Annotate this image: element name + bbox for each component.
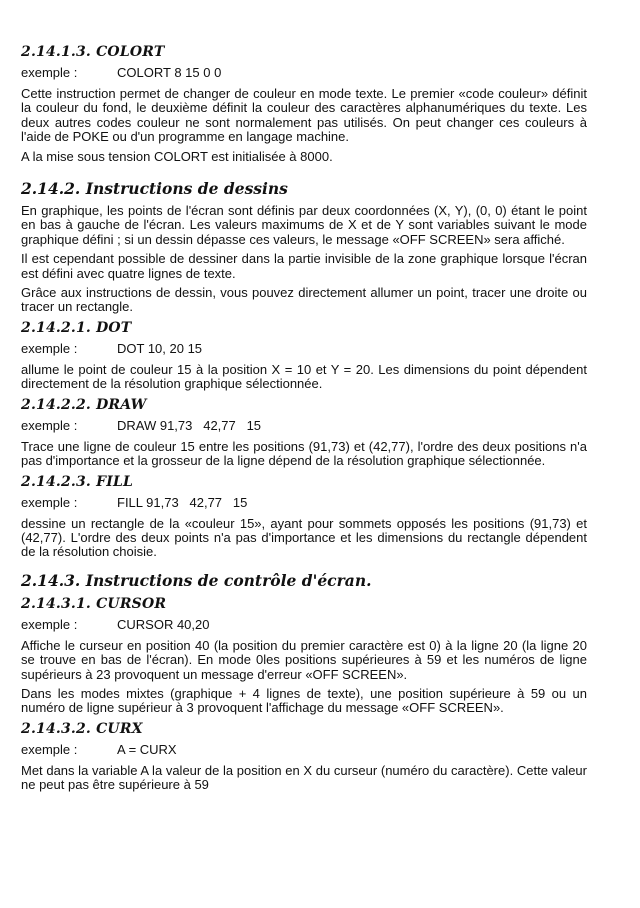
example-line-fill (21, 495, 587, 511)
example-label: exemple : (21, 65, 78, 80)
section-heading-fill: 2.14.2.3. FILL (21, 473, 134, 490)
paragraph: En graphique, les points de l'écran sont définis par deux coordonnées (X, Y), (0, 0) étant le point en bas à gauche de l'écran. Les valeurs maximums de X et de Y sont variables suivant le mode graphique défini ; si un dessin dépasse ces valeurs, le message «OFF SCREEN» sera affiché. (21, 203, 587, 247)
section-heading-dot: 2.14.2.1. DOT (21, 319, 132, 336)
paragraph: A la mise sous tension COLORT est initialisée à 8000. (21, 148, 333, 164)
example-line-dot (21, 341, 587, 357)
example-label: exemple : (21, 340, 78, 356)
example-code: COLORT 8 15 0 0 (117, 65, 222, 80)
example-line-curx (21, 742, 587, 758)
section-heading-draw: 2.14.2.2. DRAW (21, 396, 147, 413)
paragraph: Met dans la variable A la valeur de la position en X du curseur (numéro du caractère). Cette valeur ne peut pas être supérieure à 59 (21, 762, 587, 793)
paragraph: dessine un rectangle de la «couleur 15», ayant pour sommets opposés les positions (91,73) et (42,77). L'ordre des deux points n'a pas d'importance et les dimensions du rectangle dépendent de la résolution choisie. (21, 515, 587, 560)
example-code: A = CURX (117, 741, 177, 757)
section-heading-cursor: 2.14.3.1. CURSOR (21, 595, 167, 612)
example-code: DOT 10, 20 15 (117, 340, 203, 356)
example-code: DRAW 91,73 42,77 15 (117, 417, 262, 433)
section-heading-dessins: 2.14.2. Instructions de dessins (21, 179, 288, 199)
example-line-colort (21, 65, 587, 81)
paragraph: Cette instruction permet de changer de couleur en mode texte. Le premier «code couleur» définit la couleur du fond, le deuxième définit la couleur des caractères alphanumériques du texte. Les deux autres codes couleur ne sont normalement pas utilisés. On peut changer ces couleurs à l'aide de POKE ou d'un programme en langage machine. (21, 86, 587, 145)
example-label: exemple : (21, 494, 78, 510)
section-heading-curx: 2.14.3.2. CURX (21, 720, 143, 737)
section-heading-ecran: 2.14.3. Instructions de contrôle d'écran. (21, 570, 372, 590)
section-heading-colort: 2.14.1.3. COLORT (21, 44, 165, 60)
example-label: exemple : (21, 417, 78, 433)
paragraph: Il est cependant possible de dessiner dans la partie invisible de la zone graphique lorsque l'écran est défini avec quatre lignes de texte. (21, 251, 587, 281)
example-code: FILL 91,73 42,77 15 (117, 494, 248, 510)
paragraph: Grâce aux instructions de dessin, vous pouvez directement allumer un point, tracer une droite ou tracer un rectangle. (21, 285, 587, 315)
paragraph: Affiche le curseur en position 40 (la position du premier caractère est 0) à la ligne 20 (la ligne 20 se trouve en bas de l'écran). En mode 0les positions supérieures à 59 et les numéros de ligne supérieurs à 23 provoquent un message d'erreur «OFF SCREEN». (21, 637, 587, 682)
example-code: CURSOR 40,20 (117, 616, 210, 632)
example-label: exemple : (21, 616, 78, 632)
paragraph: Dans les modes mixtes (graphique + 4 lignes de texte), une position supérieure à 59 ou un numéro de ligne supérieur à 3 provoquent l'affichage du message «OFF SCREEN». (21, 685, 587, 716)
example-line-cursor (21, 617, 587, 633)
document-page (21, 44, 587, 798)
paragraph: Trace une ligne de couleur 15 entre les positions (91,73) et (42,77), l'ordre des deux positions n'a pas d'importance et la grosseur de la ligne dépend de la résolution graphique sélectionnée. (21, 438, 587, 469)
paragraph: allume le point de couleur 15 à la position X = 10 et Y = 20. Les dimensions du point dépendent directement de la résolution graphique sélectionnée. (21, 361, 587, 392)
example-label: exemple : (21, 741, 78, 757)
example-line-draw (21, 418, 587, 434)
